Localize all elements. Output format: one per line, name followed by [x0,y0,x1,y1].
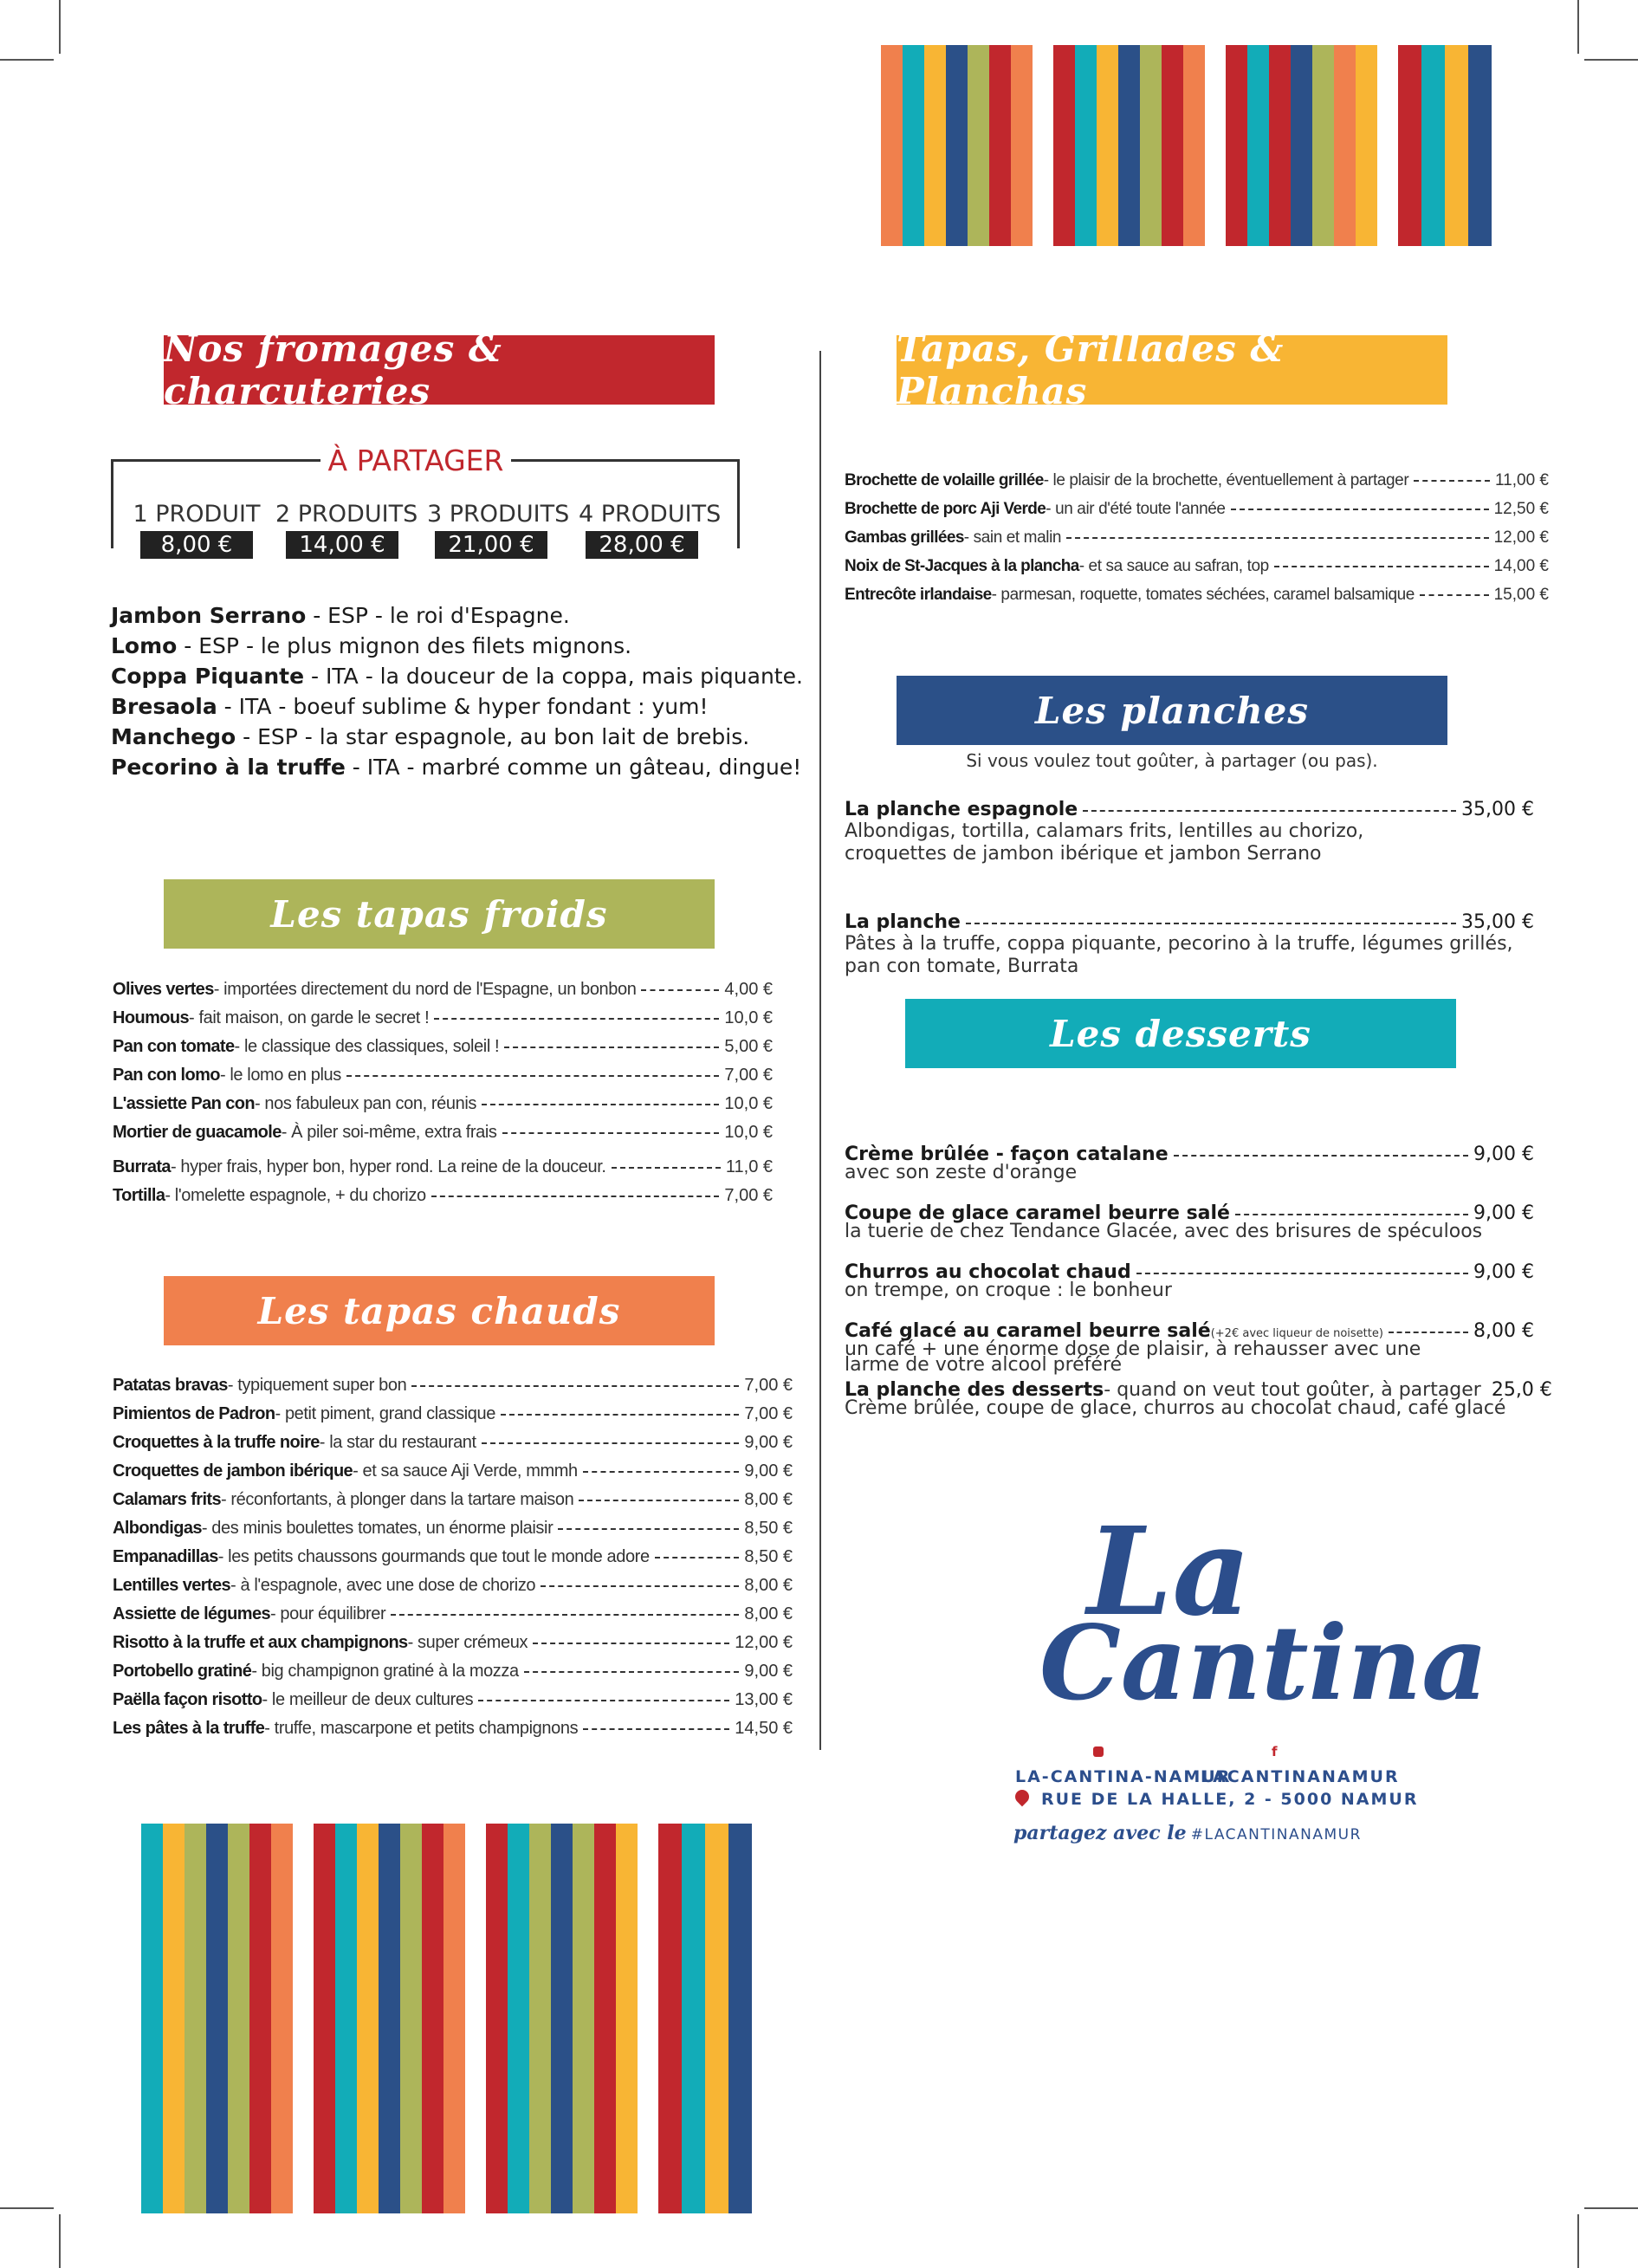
fromages-banner: Nos fromages & charcuteries [164,335,715,405]
partager-label-1: 1 PRODUIT [133,501,261,528]
address: RUE DE LA HALLE, 2 - 5000 NAMUR [1041,1790,1419,1809]
planche-item: La planche espagnole 35,00 € Albondigas, tortilla, calamars frits, lentilles au chorizo, croquettes de jambon ibérique et jambon Serrano [845,799,1534,865]
menu-row: Entrecôte irlandaise - parmesan, roquette, tomates séchées, caramel balsamique 15,00 € [845,586,1549,604]
menu-row: Risotto à la truffe et aux champignons - super crémeux 12,00 € [113,1633,793,1652]
planches-banner: Les planches [897,676,1447,745]
desserts-banner: Les desserts [905,999,1456,1068]
menu-row: Albondigas - des minis boulettes tomates, un énorme plaisir 8,50 € [113,1519,793,1538]
partager-label-3: 3 PRODUITS [427,501,570,528]
column-divider [819,351,821,1750]
menu-row: Brochette de porc Aji Verde - un air d'été toute l'année 12,50 € [845,500,1549,518]
top-stripes [881,45,1513,246]
dessert-item: Churros au chocolat chaud 9,00 € on trempe, on croque : le bonheur [845,1261,1534,1301]
dessert-item: Café glacé au caramel beurre salé (+2€ avec liqueur de noisette) 8,00 € un café + une énorme dose de plaisir, à rehausser avec une larme de votre alcool préféré [845,1320,1534,1376]
crop-mark-bl-v [59,2214,61,2268]
menu-row: L'assiette Pan con - nos fabuleux pan con, réunis 10,0 € [113,1094,773,1113]
fromage-item: Jambon Serrano - ESP - le roi d'Espagne. [111,603,570,628]
tapas-froids-banner: Les tapas froids [164,879,715,949]
partager-title: À PARTAGER [320,444,511,477]
facebook-icon[interactable]: f [1272,1744,1278,1759]
menu-row: Assiette de légumes - pour équilibrer 8,00 € [113,1604,793,1623]
planche-item: La planche 35,00 € Pâtes à la truffe, coppa piquante, pecorino à la truffe, légumes grillés, pan con tomate, Burrata [845,911,1534,977]
share-hashtag[interactable]: #LACANTINANAMUR [1190,1826,1362,1844]
instagram-icon[interactable] [1093,1746,1104,1757]
menu-row: Mortier de guacamole - À piler soi-même, extra frais 10,0 € [113,1123,773,1142]
crop-mark-tr-h [1584,59,1638,61]
menu-row: Croquettes de jambon ibérique - et sa sauce Aji Verde, mmmh 9,00 € [113,1461,793,1481]
facebook-handle[interactable]: LACANTINANAMUR [1201,1767,1400,1786]
partager-price-3: 21,00 € [435,531,547,559]
crop-mark-tl-h [0,59,54,61]
menu-row: Empanadillas - les petits chaussons gourmands que tout le monde adore 8,50 € [113,1547,793,1566]
menu-row: Gambas grillées - sain et malin 12,00 € [845,528,1549,547]
menu-row: Les pâtes à la truffe - truffe, mascarpone et petits champignons 14,50 € [113,1719,793,1738]
menu-row: Pan con tomate - le classique des classiques, soleil ! 5,00 € [113,1037,773,1056]
planches-subtitle: Si vous voulez tout goûter, à partager (ou pas). [966,750,1378,771]
partager-price-1: 8,00 € [140,531,253,559]
menu-row: Paëlla façon risotto - le meilleur de deux cultures 13,00 € [113,1690,793,1709]
menu-row: Calamars frits - réconfortants, à plonger dans la tartare maison 8,00 € [113,1490,793,1509]
share-prefix: partagez avec le [1013,1822,1187,1844]
fromage-item: Coppa Piquante - ITA - la douceur de la coppa, mais piquante. [111,664,803,689]
crop-mark-tr-v [1577,0,1579,54]
partager-price-4: 28,00 € [586,531,698,559]
dessert-item: La planche des desserts - quand on veut tout goûter, à partager 25,0 € Crème brûlée, coupe de glace, churros au chocolat chaud, café glacé [845,1379,1552,1419]
crop-mark-tl-v [59,0,61,54]
dessert-item: Crème brûlée - façon catalane 9,00 € avec son zeste d'orange [845,1144,1534,1183]
menu-row: Tortilla - l'omelette espagnole, + du chorizo 7,00 € [113,1186,773,1205]
fromage-item: Pecorino à la truffe - ITA - marbré comme un gâteau, dingue! [111,755,802,780]
menu-row: Lentilles vertes - à l'espagnole, avec une dose de chorizo 8,00 € [113,1576,793,1595]
menu-row: Pan con lomo - le lomo en plus 7,00 € [113,1066,773,1085]
grillades-banner: Tapas, Grillades & Planchas [897,335,1447,405]
menu-row: Brochette de volaille grillée - le plaisir de la brochette, éventuellement à partager 11,00 € [845,471,1549,489]
menu-row: Burrata - hyper frais, hyper bon, hyper rond. La reine de la douceur. 11,0 € [113,1157,773,1176]
share-line [1013,1822,1362,1844]
location-pin-icon [1013,1787,1033,1807]
fromage-item: Lomo - ESP - le plus mignon des filets mignons. [111,633,632,658]
fromage-item: Bresaola - ITA - boeuf sublime & hyper fondant : yum! [111,694,709,719]
menu-row: Noix de St-Jacques à la plancha - et sa sauce au safran, top 14,00 € [845,557,1549,575]
logo-cantina: Cantina [1039,1603,1488,1723]
logo-la: La [1087,1501,1252,1643]
partager-label-2: 2 PRODUITS [275,501,418,528]
menu-row: Olives vertes - importées directement du nord de l'Espagne, un bonbon 4,00 € [113,980,773,999]
partager-price-2: 14,00 € [286,531,398,559]
instagram-handle[interactable]: LA-CANTINA-NAMUR [1015,1767,1232,1786]
tapas-chauds-banner: Les tapas chauds [164,1276,715,1345]
bottom-stripes [141,1824,774,2213]
menu-row: Patatas bravas - typiquement super bon 7,00 € [113,1376,793,1395]
partager-label-4: 4 PRODUITS [579,501,722,528]
menu-row: Portobello gratiné - big champignon gratiné à la mozza 9,00 € [113,1662,793,1681]
menu-row: Pimientos de Padron - petit piment, grand classique 7,00 € [113,1404,793,1423]
crop-mark-br-v [1577,2214,1579,2268]
crop-mark-br-h [1584,2207,1638,2209]
menu-row: Croquettes à la truffe noire - la star du restaurant 9,00 € [113,1433,793,1452]
dessert-item: Coupe de glace caramel beurre salé 9,00 € la tuerie de chez Tendance Glacée, avec des brisures de spéculoos [845,1202,1534,1242]
menu-row: Houmous - fait maison, on garde le secret ! 10,0 € [113,1008,773,1027]
crop-mark-bl-h [0,2207,54,2209]
fromage-item: Manchego - ESP - la star espagnole, au bon lait de brebis. [111,724,750,749]
